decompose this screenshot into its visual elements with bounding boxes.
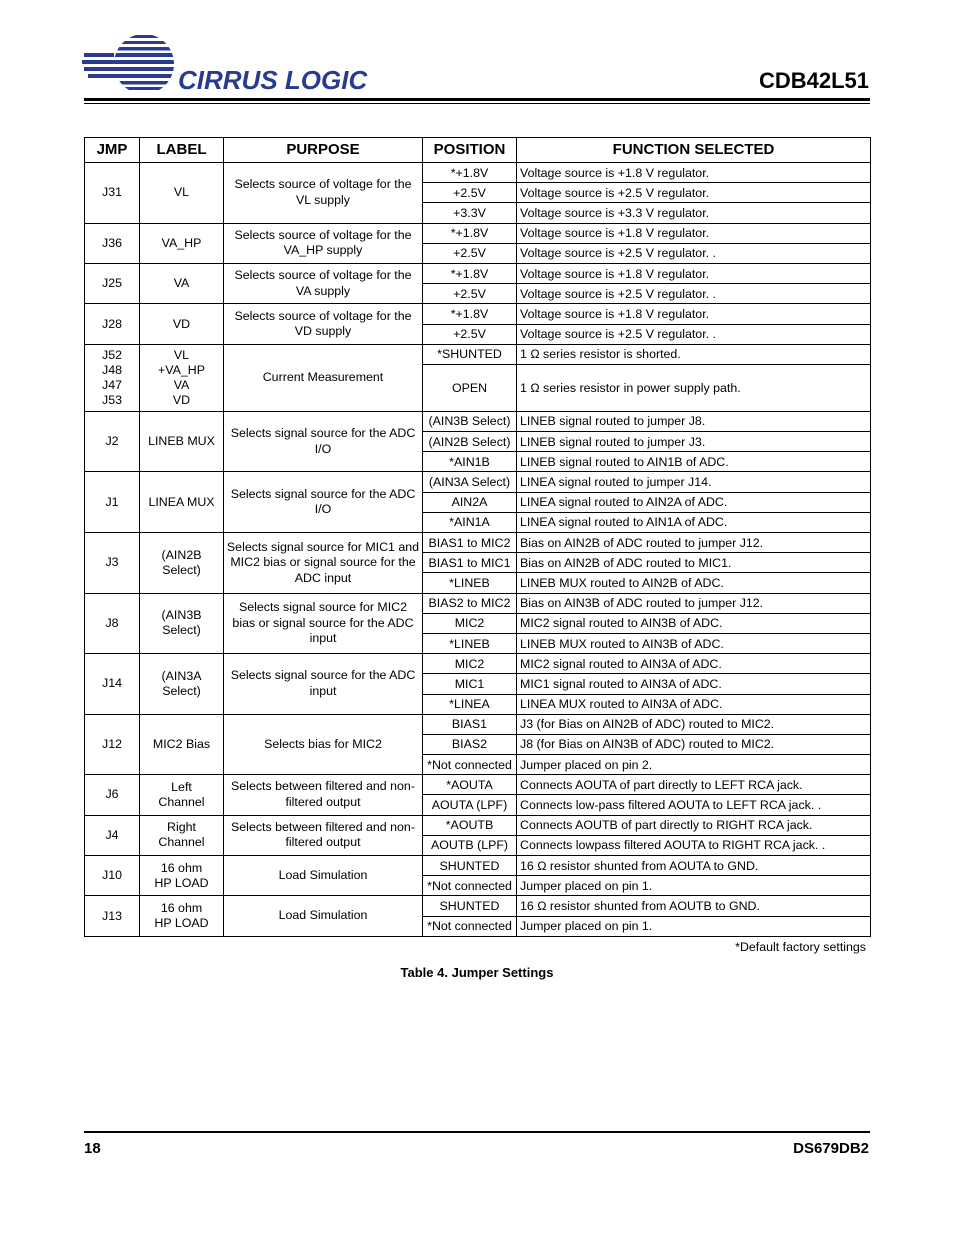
purpose-cell: Load Simulation <box>224 856 423 896</box>
label-text: HP LOAD <box>154 916 209 931</box>
label-text: (AIN3A <box>161 668 202 683</box>
jmp-id: J13 <box>102 908 122 923</box>
position-cell: MIC2 <box>423 654 517 674</box>
label-text: Select) <box>162 623 201 638</box>
label-text: VD <box>172 392 191 407</box>
jmp-id: J3 <box>105 555 119 570</box>
position-cell: AOUTA (LPF) <box>423 795 517 815</box>
table-row <box>85 775 871 795</box>
position-cell: BIAS1 to MIC1 <box>423 553 517 573</box>
table-row <box>85 856 871 876</box>
position-cell: (AIN3B Select) <box>423 411 517 431</box>
position-cell: MIC1 <box>423 674 517 694</box>
function-cell: Voltage source is +3.3 V regulator. <box>517 203 871 223</box>
label-cell <box>140 263 224 303</box>
column-header-position: POSITION <box>423 138 517 163</box>
document-code: DS679DB2 <box>793 1140 869 1157</box>
label-cell <box>140 163 224 224</box>
label-cell <box>140 411 224 472</box>
header-rule-thin <box>84 103 870 104</box>
position-cell: *AOUTB <box>423 815 517 835</box>
label-text: 16 ohm <box>160 860 203 875</box>
function-cell: Connects lowpass filtered AOUTA to RIGHT RCA jack. . <box>517 835 871 855</box>
jmp-cell <box>85 411 140 472</box>
position-cell: SHUNTED <box>423 856 517 876</box>
purpose-cell: Load Simulation <box>224 896 423 936</box>
table-row <box>85 472 871 492</box>
function-cell: Jumper placed on pin 2. <box>517 755 871 775</box>
purpose-cell: Selects source of voltage for the VA supply <box>224 263 423 303</box>
function-cell: Bias on AIN2B of ADC routed to jumper J12. <box>517 533 871 553</box>
label-text: LINEB MUX <box>148 434 215 449</box>
purpose-cell: Selects signal source for MIC1 and MIC2 bias or signal source for the ADC input <box>224 533 423 594</box>
jmp-cell <box>85 896 140 936</box>
label-text: LINEA MUX <box>148 494 215 509</box>
function-cell: MIC2 signal routed to AIN3B of ADC. <box>517 613 871 633</box>
position-cell: *Not connected <box>423 755 517 775</box>
function-cell: Jumper placed on pin 1. <box>517 916 871 936</box>
jmp-cell <box>85 775 140 815</box>
label-text: VL <box>173 185 190 200</box>
function-cell: MIC1 signal routed to AIN3A of ADC. <box>517 674 871 694</box>
position-cell: BIAS1 to MIC2 <box>423 533 517 553</box>
label-text: VL <box>173 347 190 362</box>
jmp-cell <box>85 714 140 775</box>
function-cell: Voltage source is +2.5 V regulator. . <box>517 284 871 304</box>
table-row <box>85 263 871 283</box>
label-cell <box>140 344 224 411</box>
table-body <box>85 163 871 937</box>
label-cell <box>140 593 224 654</box>
position-cell: *Not connected <box>423 876 517 896</box>
cirrus-logic-logo <box>82 33 372 97</box>
position-cell: BIAS1 <box>423 714 517 734</box>
jmp-id: J8 <box>105 615 119 630</box>
function-cell: LINEA MUX routed to AIN3A of ADC. <box>517 694 871 714</box>
function-cell: Voltage source is +1.8 V regulator. <box>517 263 871 283</box>
jmp-cell <box>85 533 140 594</box>
function-cell: Voltage source is +1.8 V regulator. <box>517 223 871 243</box>
position-cell: BIAS2 to MIC2 <box>423 593 517 613</box>
jmp-cell <box>85 593 140 654</box>
position-cell: *AOUTA <box>423 775 517 795</box>
position-cell: (AIN3A Select) <box>423 472 517 492</box>
function-cell: 16 Ω resistor shunted from AOUTA to GND. <box>517 856 871 876</box>
table-row <box>85 654 871 674</box>
position-cell: *LINEB <box>423 633 517 653</box>
position-cell: *+1.8V <box>423 304 517 324</box>
purpose-cell: Selects between filtered and non-filtered output <box>224 775 423 815</box>
header-rule <box>84 98 870 101</box>
jmp-id: J53 <box>102 392 122 407</box>
label-cell <box>140 472 224 533</box>
table-row <box>85 896 871 916</box>
jmp-cell <box>85 815 140 855</box>
jmp-id: J4 <box>105 827 119 842</box>
label-text: HP LOAD <box>154 875 209 890</box>
label-text: (AIN2B <box>161 547 202 562</box>
table-row <box>85 163 871 183</box>
jmp-id: J2 <box>105 434 119 449</box>
jumper-settings-table <box>84 137 871 937</box>
purpose-cell: Selects source of voltage for the VL supply <box>224 163 423 224</box>
label-cell <box>140 223 224 263</box>
function-cell: J3 (for Bias on AIN2B of ADC) routed to MIC2. <box>517 714 871 734</box>
table-row <box>85 344 871 364</box>
function-cell: Connects AOUTB of part directly to RIGHT RCA jack. <box>517 815 871 835</box>
table-header-row <box>85 138 871 163</box>
function-cell: LINEB MUX routed to AIN2B of ADC. <box>517 573 871 593</box>
label-text: Right <box>167 820 196 835</box>
label-text: VA <box>173 377 190 392</box>
function-cell: LINEB signal routed to AIN1B of ADC. <box>517 452 871 472</box>
jmp-id: J31 <box>102 185 122 200</box>
position-cell: AIN2A <box>423 492 517 512</box>
function-cell: Jumper placed on pin 1. <box>517 876 871 896</box>
label-cell <box>140 815 224 855</box>
table-row <box>85 593 871 613</box>
purpose-cell: Selects source of voltage for the VD supply <box>224 304 423 344</box>
footer-rule <box>84 1131 870 1133</box>
purpose-cell: Current Measurement <box>224 344 423 411</box>
purpose-cell: Selects signal source for the ADC I/O <box>224 411 423 472</box>
position-cell: *+1.8V <box>423 223 517 243</box>
function-cell: Bias on AIN2B of ADC routed to MIC1. <box>517 553 871 573</box>
table-row <box>85 533 871 553</box>
jmp-id: J28 <box>102 316 122 331</box>
position-cell: *AIN1B <box>423 452 517 472</box>
label-cell <box>140 775 224 815</box>
position-cell: *LINEA <box>423 694 517 714</box>
function-cell: LINEB signal routed to jumper J3. <box>517 432 871 452</box>
label-text: Left <box>171 779 192 794</box>
position-cell: *SHUNTED <box>423 344 517 364</box>
position-cell: *+1.8V <box>423 263 517 283</box>
jmp-id: J25 <box>102 276 122 291</box>
column-header-function: FUNCTION SELECTED <box>517 138 871 163</box>
position-cell: +2.5V <box>423 284 517 304</box>
jmp-cell <box>85 472 140 533</box>
purpose-cell: Selects signal source for the ADC input <box>224 654 423 715</box>
position-cell: +2.5V <box>423 324 517 344</box>
position-cell: OPEN <box>423 364 517 411</box>
function-cell: LINEB MUX routed to AIN3B of ADC. <box>517 633 871 653</box>
column-header-jmp: JMP <box>85 138 140 163</box>
function-cell: LINEA signal routed to jumper J14. <box>517 472 871 492</box>
function-cell: LINEB signal routed to jumper J8. <box>517 411 871 431</box>
function-cell: Connects AOUTA of part directly to LEFT RCA jack. <box>517 775 871 795</box>
jmp-id: J14 <box>102 676 122 691</box>
position-cell: AOUTB (LPF) <box>423 835 517 855</box>
table-row <box>85 714 871 734</box>
purpose-cell: Selects signal source for MIC2 bias or signal source for the ADC input <box>224 593 423 654</box>
position-cell: *Not connected <box>423 916 517 936</box>
label-text: 16 ohm <box>160 901 203 916</box>
position-cell: BIAS2 <box>423 734 517 754</box>
jmp-cell <box>85 263 140 303</box>
jmp-cell <box>85 163 140 224</box>
label-text: VA <box>173 276 190 291</box>
function-cell: MIC2 signal routed to AIN3A of ADC. <box>517 654 871 674</box>
jmp-cell <box>85 304 140 344</box>
label-cell <box>140 896 224 936</box>
jmp-id: J1 <box>105 494 119 509</box>
function-cell: Connects low-pass filtered AOUTA to LEFT RCA jack. . <box>517 795 871 815</box>
jmp-cell <box>85 344 140 411</box>
label-text: Select) <box>162 562 201 577</box>
function-cell: Voltage source is +2.5 V regulator. . <box>517 243 871 263</box>
function-cell: Voltage source is +1.8 V regulator. <box>517 163 871 183</box>
position-cell: *AIN1A <box>423 512 517 532</box>
position-cell: (AIN2B Select) <box>423 432 517 452</box>
function-cell: Voltage source is +2.5 V regulator. . <box>517 324 871 344</box>
function-cell: LINEA signal routed to AIN1A of ADC. <box>517 512 871 532</box>
function-cell: 1 Ω series resistor in power supply path. <box>517 364 871 411</box>
label-text: (AIN3B <box>161 608 202 623</box>
jmp-id: J47 <box>102 377 122 392</box>
position-cell: *+1.8V <box>423 163 517 183</box>
svg-text:CIRRUS LOGIC: CIRRUS LOGIC <box>178 65 368 95</box>
table-caption: Table 4. Jumper Settings <box>400 965 554 980</box>
function-cell: Voltage source is +2.5 V regulator. <box>517 183 871 203</box>
label-text: Select) <box>162 683 201 698</box>
label-text: VA_HP <box>161 235 202 250</box>
table-row <box>85 304 871 324</box>
footnote: *Default factory settings <box>735 940 866 954</box>
label-cell <box>140 304 224 344</box>
position-cell: SHUNTED <box>423 896 517 916</box>
jmp-id: J6 <box>105 787 119 802</box>
table-row <box>85 223 871 243</box>
label-cell <box>140 714 224 775</box>
purpose-cell: Selects between filtered and non-filtered output <box>224 815 423 855</box>
position-cell: +2.5V <box>423 243 517 263</box>
label-text: Channel <box>158 794 205 809</box>
table-row <box>85 411 871 431</box>
jmp-cell <box>85 654 140 715</box>
label-cell <box>140 533 224 594</box>
purpose-cell: Selects signal source for the ADC I/O <box>224 472 423 533</box>
function-cell: LINEA signal routed to AIN2A of ADC. <box>517 492 871 512</box>
function-cell: Bias on AIN3B of ADC routed to jumper J12. <box>517 593 871 613</box>
label-cell <box>140 856 224 896</box>
jmp-id: J48 <box>102 362 122 377</box>
label-text: VD <box>172 316 191 331</box>
label-text: Channel <box>158 835 205 850</box>
jmp-cell <box>85 223 140 263</box>
function-cell: 16 Ω resistor shunted from AOUTB to GND. <box>517 896 871 916</box>
jmp-id: J52 <box>102 347 122 362</box>
table-row <box>85 815 871 835</box>
column-header-purpose: PURPOSE <box>224 138 423 163</box>
jmp-id: J10 <box>102 868 122 883</box>
jmp-cell <box>85 856 140 896</box>
page-number: 18 <box>84 1140 101 1157</box>
document-title: CDB42L51 <box>758 68 869 93</box>
position-cell: +2.5V <box>423 183 517 203</box>
function-cell: Voltage source is +1.8 V regulator. <box>517 304 871 324</box>
jmp-id: J12 <box>102 736 122 751</box>
label-cell <box>140 654 224 715</box>
purpose-cell: Selects bias for MIC2 <box>224 714 423 775</box>
label-text: +VA_HP <box>158 362 205 377</box>
position-cell: +3.3V <box>423 203 517 223</box>
label-text: MIC2 Bias <box>152 736 211 751</box>
jmp-id: J36 <box>102 235 122 250</box>
function-cell: 1 Ω series resistor is shorted. <box>517 344 871 364</box>
purpose-cell: Selects source of voltage for the VA_HP supply <box>224 223 423 263</box>
position-cell: MIC2 <box>423 613 517 633</box>
position-cell: *LINEB <box>423 573 517 593</box>
column-header-label: LABEL <box>140 138 224 163</box>
function-cell: J8 (for Bias on AIN3B of ADC) routed to MIC2. <box>517 734 871 754</box>
